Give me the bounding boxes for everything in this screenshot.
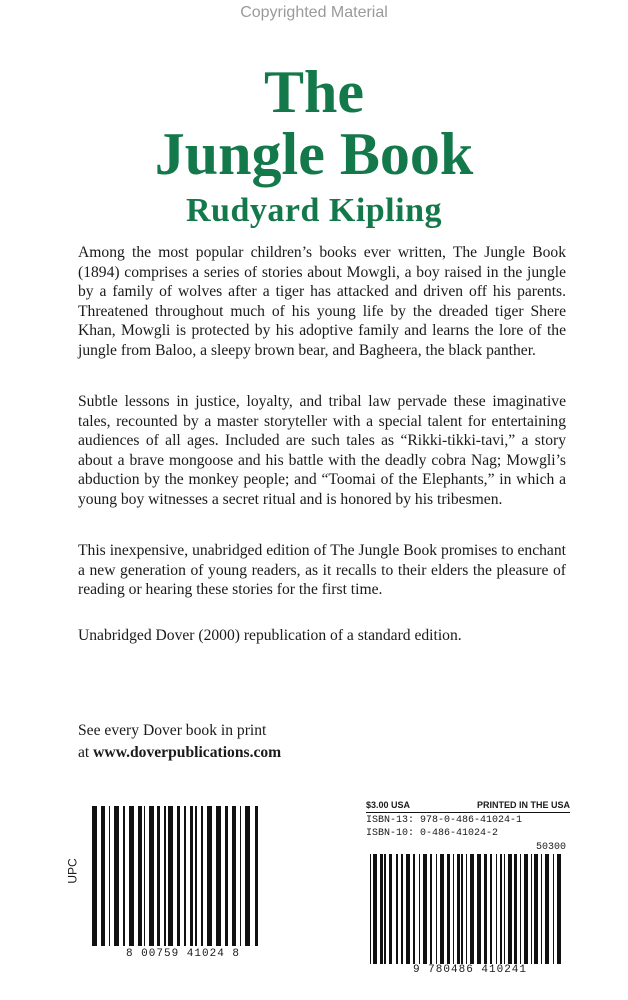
barcode-bar: [123, 806, 125, 946]
printed-in: PRINTED IN THE USA: [476, 800, 570, 810]
barcode-bar: [138, 806, 141, 946]
barcode-bar: [190, 806, 193, 946]
barcode-bar: [541, 854, 542, 964]
barcode-bar: [216, 806, 221, 946]
barcode-bar: [461, 854, 462, 964]
website-at: at: [78, 744, 90, 761]
barcode-bar: [245, 806, 250, 946]
barcode-bar: [255, 806, 258, 946]
barcode-bar: [419, 854, 420, 964]
description-paragraph-2: Subtle lessons in justice, loyalty, and tribal law pervade these imaginative tales, recounted by a master storyteller with a special talent for entertaining audiences of all ages. Included are such tales as “Rikki-tikki-tavi,” a story about a brave mongoose and his battle with the deadly cobra Nag; Mowgli’s abduction by the monkey people; and “Toomai of the Elephants,” in which a young boy witnesses a secret ritual and is honored by his tribesmen.: [78, 393, 566, 508]
barcode-bar: [524, 854, 528, 964]
isbn-10-value: 0-486-41024-2: [420, 828, 499, 839]
barcode-bar: [184, 806, 186, 946]
barcode-bar: [240, 806, 242, 946]
barcode-bar: [534, 854, 538, 964]
barcode-bar: [436, 854, 437, 964]
price: $3.00 USA: [366, 800, 411, 810]
upc-barcode: [65, 806, 270, 976]
website-url[interactable]: www.doverpublications.com: [93, 744, 282, 761]
isbn-13-value: 978-0-486-41024-1: [420, 815, 523, 826]
barcode-bar: [401, 854, 402, 964]
barcode-bar: [384, 854, 385, 964]
website-promo-line: See every Dover book in print: [78, 722, 267, 739]
barcode-bar: [109, 806, 111, 946]
book-title-line1: The: [263, 59, 365, 125]
barcode-bar: [129, 806, 134, 946]
barcode-bar: [477, 854, 481, 964]
barcode-bar: [430, 854, 433, 964]
barcode-bar: [164, 806, 166, 946]
barcode-bar: [514, 854, 517, 964]
barcode-bar: [406, 854, 410, 964]
isbn-barcode-bars: [370, 854, 566, 966]
ean-number: 9 780486 410241: [412, 964, 528, 976]
isbn-13-label: ISBN-13:: [366, 815, 415, 826]
isbn-10-line: [366, 828, 570, 839]
description-paragraph-3: This inexpensive, unabridged edition of The Jungle Book promises to enchant a new generation of young readers, as it recalls to their elders the pleasure of reading or hearing these stories for the first time.: [78, 542, 566, 599]
barcode-bar: [195, 806, 197, 946]
barcode-bar: [114, 806, 119, 946]
barcode-bar: [168, 806, 173, 946]
barcode-bar: [201, 806, 203, 946]
barcode-bar: [389, 854, 393, 964]
upc-number: 8 00759 41024 8: [125, 948, 241, 960]
barcode-bar: [225, 806, 228, 946]
barcode-bar: [457, 854, 460, 964]
barcode-bar: [553, 854, 554, 964]
barcode-bar: [490, 854, 493, 964]
barcode-bar: [370, 854, 371, 964]
barcode-bar: [92, 806, 97, 946]
isbn-10-label: ISBN-10:: [366, 828, 415, 839]
description-paragraph-1: Among the most popular children’s books ever written, The Jungle Book (1894) comprises a series of stories about Mowgli, a boy raised in the jungle by a family of wolves after a tiger has attacked and driven off his parents. Threatened throughout much of his young life by the dreaded tiger Shere Khan, Mowgli is protected by his adoptive family and learns the lore of the jungle from Baloo, a sleepy brown bear, and Bagheera, the black panther.: [78, 244, 566, 359]
barcode-bar: [484, 854, 487, 964]
book-title-line2: Jungle Book: [154, 121, 474, 187]
upc-label: UPC: [65, 858, 80, 884]
barcode-bar: [531, 854, 532, 964]
edition-note: Unabridged Dover (2000) republication of a standard edition.: [78, 627, 462, 644]
barcode-bar: [157, 806, 160, 946]
barcode-bar: [144, 806, 146, 946]
author-name: Rudyard Kipling: [186, 192, 442, 229]
barcode-bar: [545, 854, 549, 964]
barcode-bar: [207, 806, 212, 946]
barcode-bar: [232, 806, 235, 946]
barcode-bar: [520, 854, 521, 964]
isbn-barcode-block: [366, 800, 570, 980]
barcode-bar: [496, 854, 497, 964]
barcode-bar: [396, 854, 399, 964]
copyright-watermark: Copyrighted Material: [240, 4, 388, 21]
barcode-bar: [101, 806, 104, 946]
barcode-bar: [470, 854, 474, 964]
upc-barcode-bars: [92, 806, 268, 964]
barcode-bar: [440, 854, 444, 964]
isbn-addon-number: 50300: [535, 842, 566, 853]
barcode-bar: [447, 854, 450, 964]
barcode-bar: [177, 806, 180, 946]
barcode-bar: [500, 854, 503, 964]
barcode-bar: [380, 854, 383, 964]
website-promo: [78, 720, 281, 764]
barcode-bar: [557, 854, 561, 964]
barcode-bar: [373, 854, 377, 964]
barcode-bar: [504, 854, 505, 964]
barcode-bar: [423, 854, 427, 964]
barcode-bar: [508, 854, 512, 964]
barcode-bar: [149, 806, 154, 946]
barcode-bar: [466, 854, 467, 964]
barcode-bar: [413, 854, 416, 964]
isbn-header: [366, 800, 570, 813]
isbn-13-line: [366, 815, 570, 826]
barcode-bar: [453, 854, 454, 964]
